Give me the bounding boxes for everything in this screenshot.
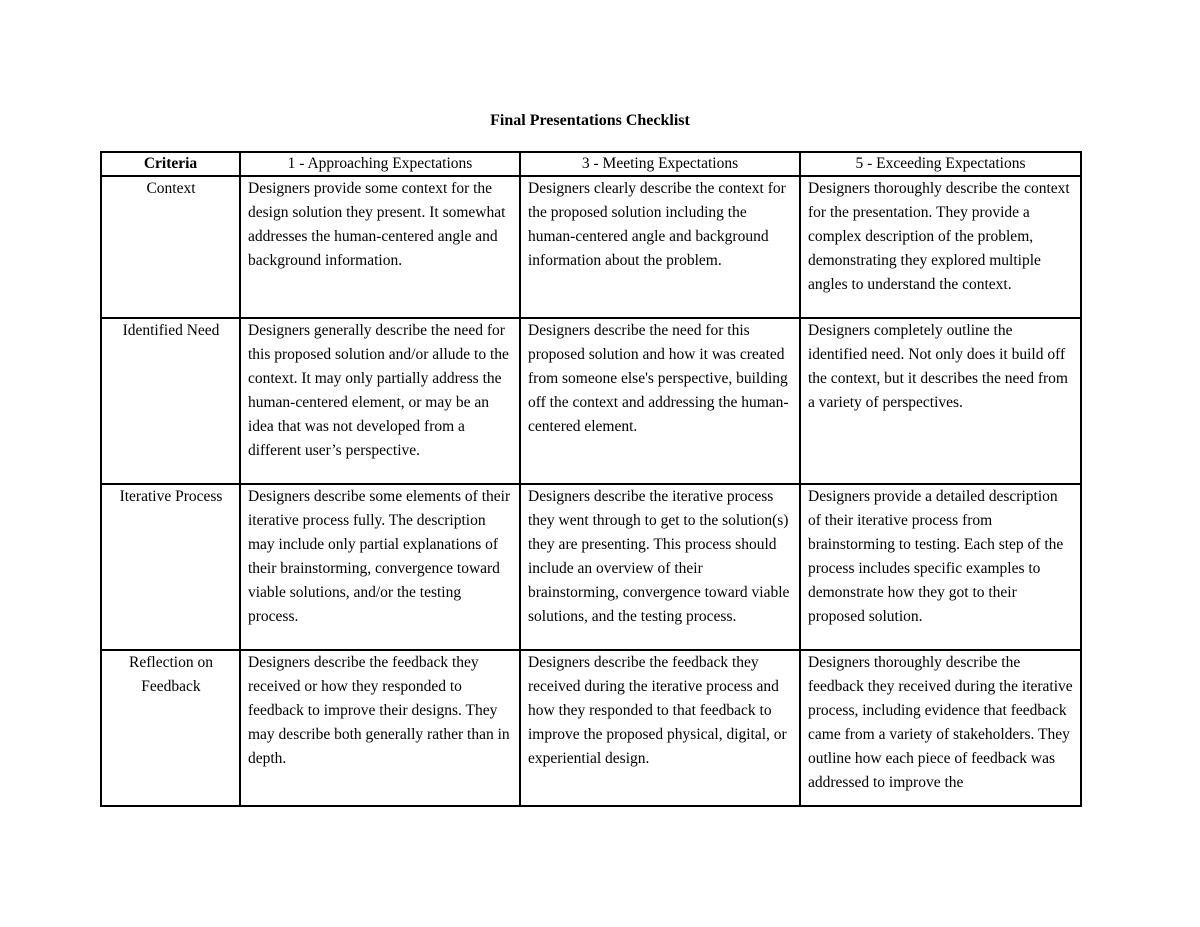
level-3-cell: Designers describe the need for this proposed solution and how it was created from someone else's perspective, building off the context and addressing the human-centered element. [520,318,800,484]
criterion-cell: Iterative Process [101,484,240,650]
header-level-5: 5 - Exceeding Expectations [800,152,1081,176]
level-1-cell: Designers describe some elements of their iterative process fully. The description may include only partial explanations of their brainstorming, convergence toward viable solutions, and/or the testing process. [240,484,520,650]
header-level-3: 3 - Meeting Expectations [520,152,800,176]
table-header-row [101,152,1081,176]
level-1-cell: Designers describe the feedback they received or how they responded to feedback to improve their designs. They may describe both generally rather than in depth. [240,650,520,806]
level-5-cell: Designers thoroughly describe the feedback they received during the iterative process, including evidence that feedback came from a variety of stakeholders. They outline how each piece of feedback was addressed to improve the [800,650,1081,806]
level-3-cell: Designers describe the iterative process they went through to get to the solution(s) they are presenting. This process should include an overview of their brainstorming, convergence toward viable solutions, and the testing process. [520,484,800,650]
criterion-cell: Identified Need [101,318,240,484]
table-row-identified-need [101,318,1081,484]
header-level-1: 1 - Approaching Expectations [240,152,520,176]
level-5-cell: Designers thoroughly describe the context for the presentation. They provide a complex description of the problem, demonstrating they explored multiple angles to understand the context. [800,176,1081,318]
level-5-cell: Designers provide a detailed description of their iterative process from brainstorming to testing. Each step of the process includes specific examples to demonstrate how they got to their proposed solution. [800,484,1081,650]
rubric-table [100,151,1082,807]
table-row-iterative-process [101,484,1081,650]
level-1-cell: Designers generally describe the need for this proposed solution and/or allude to the context. It may only partially address the human-centered element, or may be an idea that was not developed from a different user’s perspective. [240,318,520,484]
header-criteria: Criteria [101,152,240,176]
level-3-cell: Designers clearly describe the context for the proposed solution including the human-centered angle and background information about the problem. [520,176,800,318]
table-row-reflection-on-feedback [101,650,1081,806]
criterion-cell: Context [101,176,240,318]
criterion-cell: Reflection on Feedback [101,650,240,806]
level-3-cell: Designers describe the feedback they received during the iterative process and how they responded to that feedback to improve the proposed physical, digital, or experiential design. [520,650,800,806]
level-1-cell: Designers provide some context for the design solution they present. It somewhat addresses the human-centered angle and background information. [240,176,520,318]
level-5-cell: Designers completely outline the identified need. Not only does it build off the context, but it describes the need from a variety of perspectives. [800,318,1081,484]
document-title: Final Presentations Checklist [490,112,690,129]
table-row-context [101,176,1081,318]
